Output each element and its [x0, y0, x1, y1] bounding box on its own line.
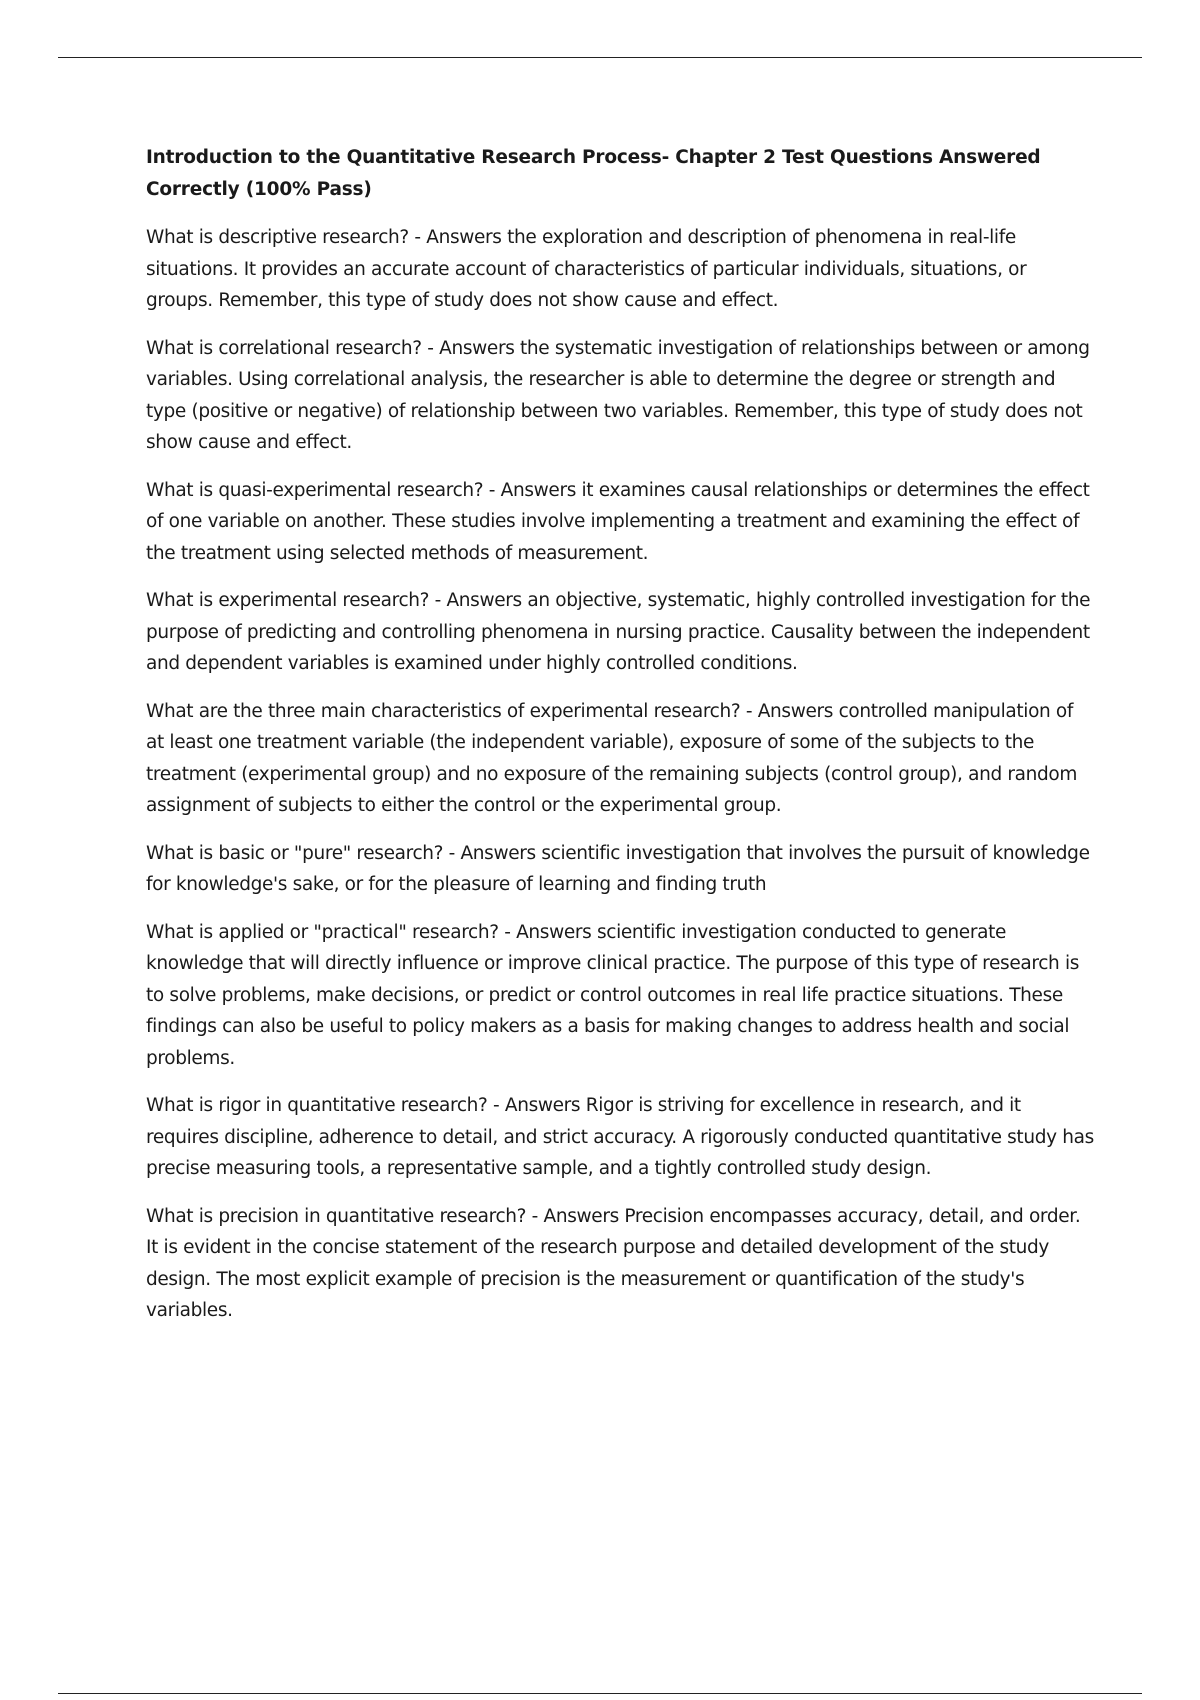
header-rule: [58, 57, 1142, 58]
qa-descriptive-research: What is descriptive research? - Answers the exploration and description of phenomena in real-life situations. It provides an accurate account of characteristics of particular individuals, situations, or groups. Remember, this type of study does not show cause and effect.: [146, 227, 1027, 311]
footer-rule: [58, 1693, 1142, 1694]
qa-correlational-research: What is correlational research? - Answers the systematic investigation of relationships between or among variables. Using correlational analysis, the researcher is able to determine the degree or strength and type (positive or negative) of relationship between two variables. Remember, this type of study does not show cause and effect.: [146, 337, 1090, 453]
qa-precision: What is precision in quantitative research? - Answers Precision encompasses accuracy, detail, and order. It is evident in the concise statement of the research purpose and detailed development of the study design. The most explicit example of precision is the measurement or quantification of the study's variables.: [146, 1205, 1081, 1321]
qa-quasi-experimental-research: What is quasi-experimental research? - Answers it examines causal relationships or determines the effect of one variable on another. These studies involve implementing a treatment and examining the effect of the treatment using selected methods of measurement.: [146, 479, 1090, 564]
qa-basic-research: What is basic or "pure" research? - Answers scientific investigation that involves the pursuit of knowledge for knowledge's sake, or for the pleasure of learning and finding truth: [146, 842, 1090, 895]
document-title: Introduction to the Quantitative Research Process- Chapter 2 Test Questions Answered Correctly (100% Pass): [146, 147, 1041, 200]
qa-experimental-research: What is experimental research? - Answers an objective, systematic, highly controlled investigation for the purpose of predicting and controlling phenomena in nursing practice. Causality between the independent and dependent variables is examined under highly controlled conditions.: [146, 590, 1091, 674]
qa-experimental-characteristics: What are the three main characteristics of experimental research? - Answers controlled manipulation of at least one treatment variable (the independent variable), exposure of some of the subjects to the treatment (experimental group) and no exposure of the remaining subjects (control group), and random assignment of subjects to either the control or the experimental group.: [146, 700, 1078, 816]
qa-applied-research: What is applied or "practical" research? - Answers scientific investigation conducted to generate knowledge that will directly influence or improve clinical practice. The purpose of this type of research is to solve problems, make decisions, or predict or control outcomes in real life practice situations. These findings can also be useful to policy makers as a basis for making changes to address health and social problems.: [146, 921, 1080, 1069]
qa-rigor: What is rigor in quantitative research? - Answers Rigor is striving for excellence in research, and it requires discipline, adherence to detail, and strict accuracy. A rigorously conducted quantitative study has precise measuring tools, a representative sample, and a tightly controlled study design.: [146, 1095, 1094, 1179]
document-body: [146, 142, 1096, 1343]
